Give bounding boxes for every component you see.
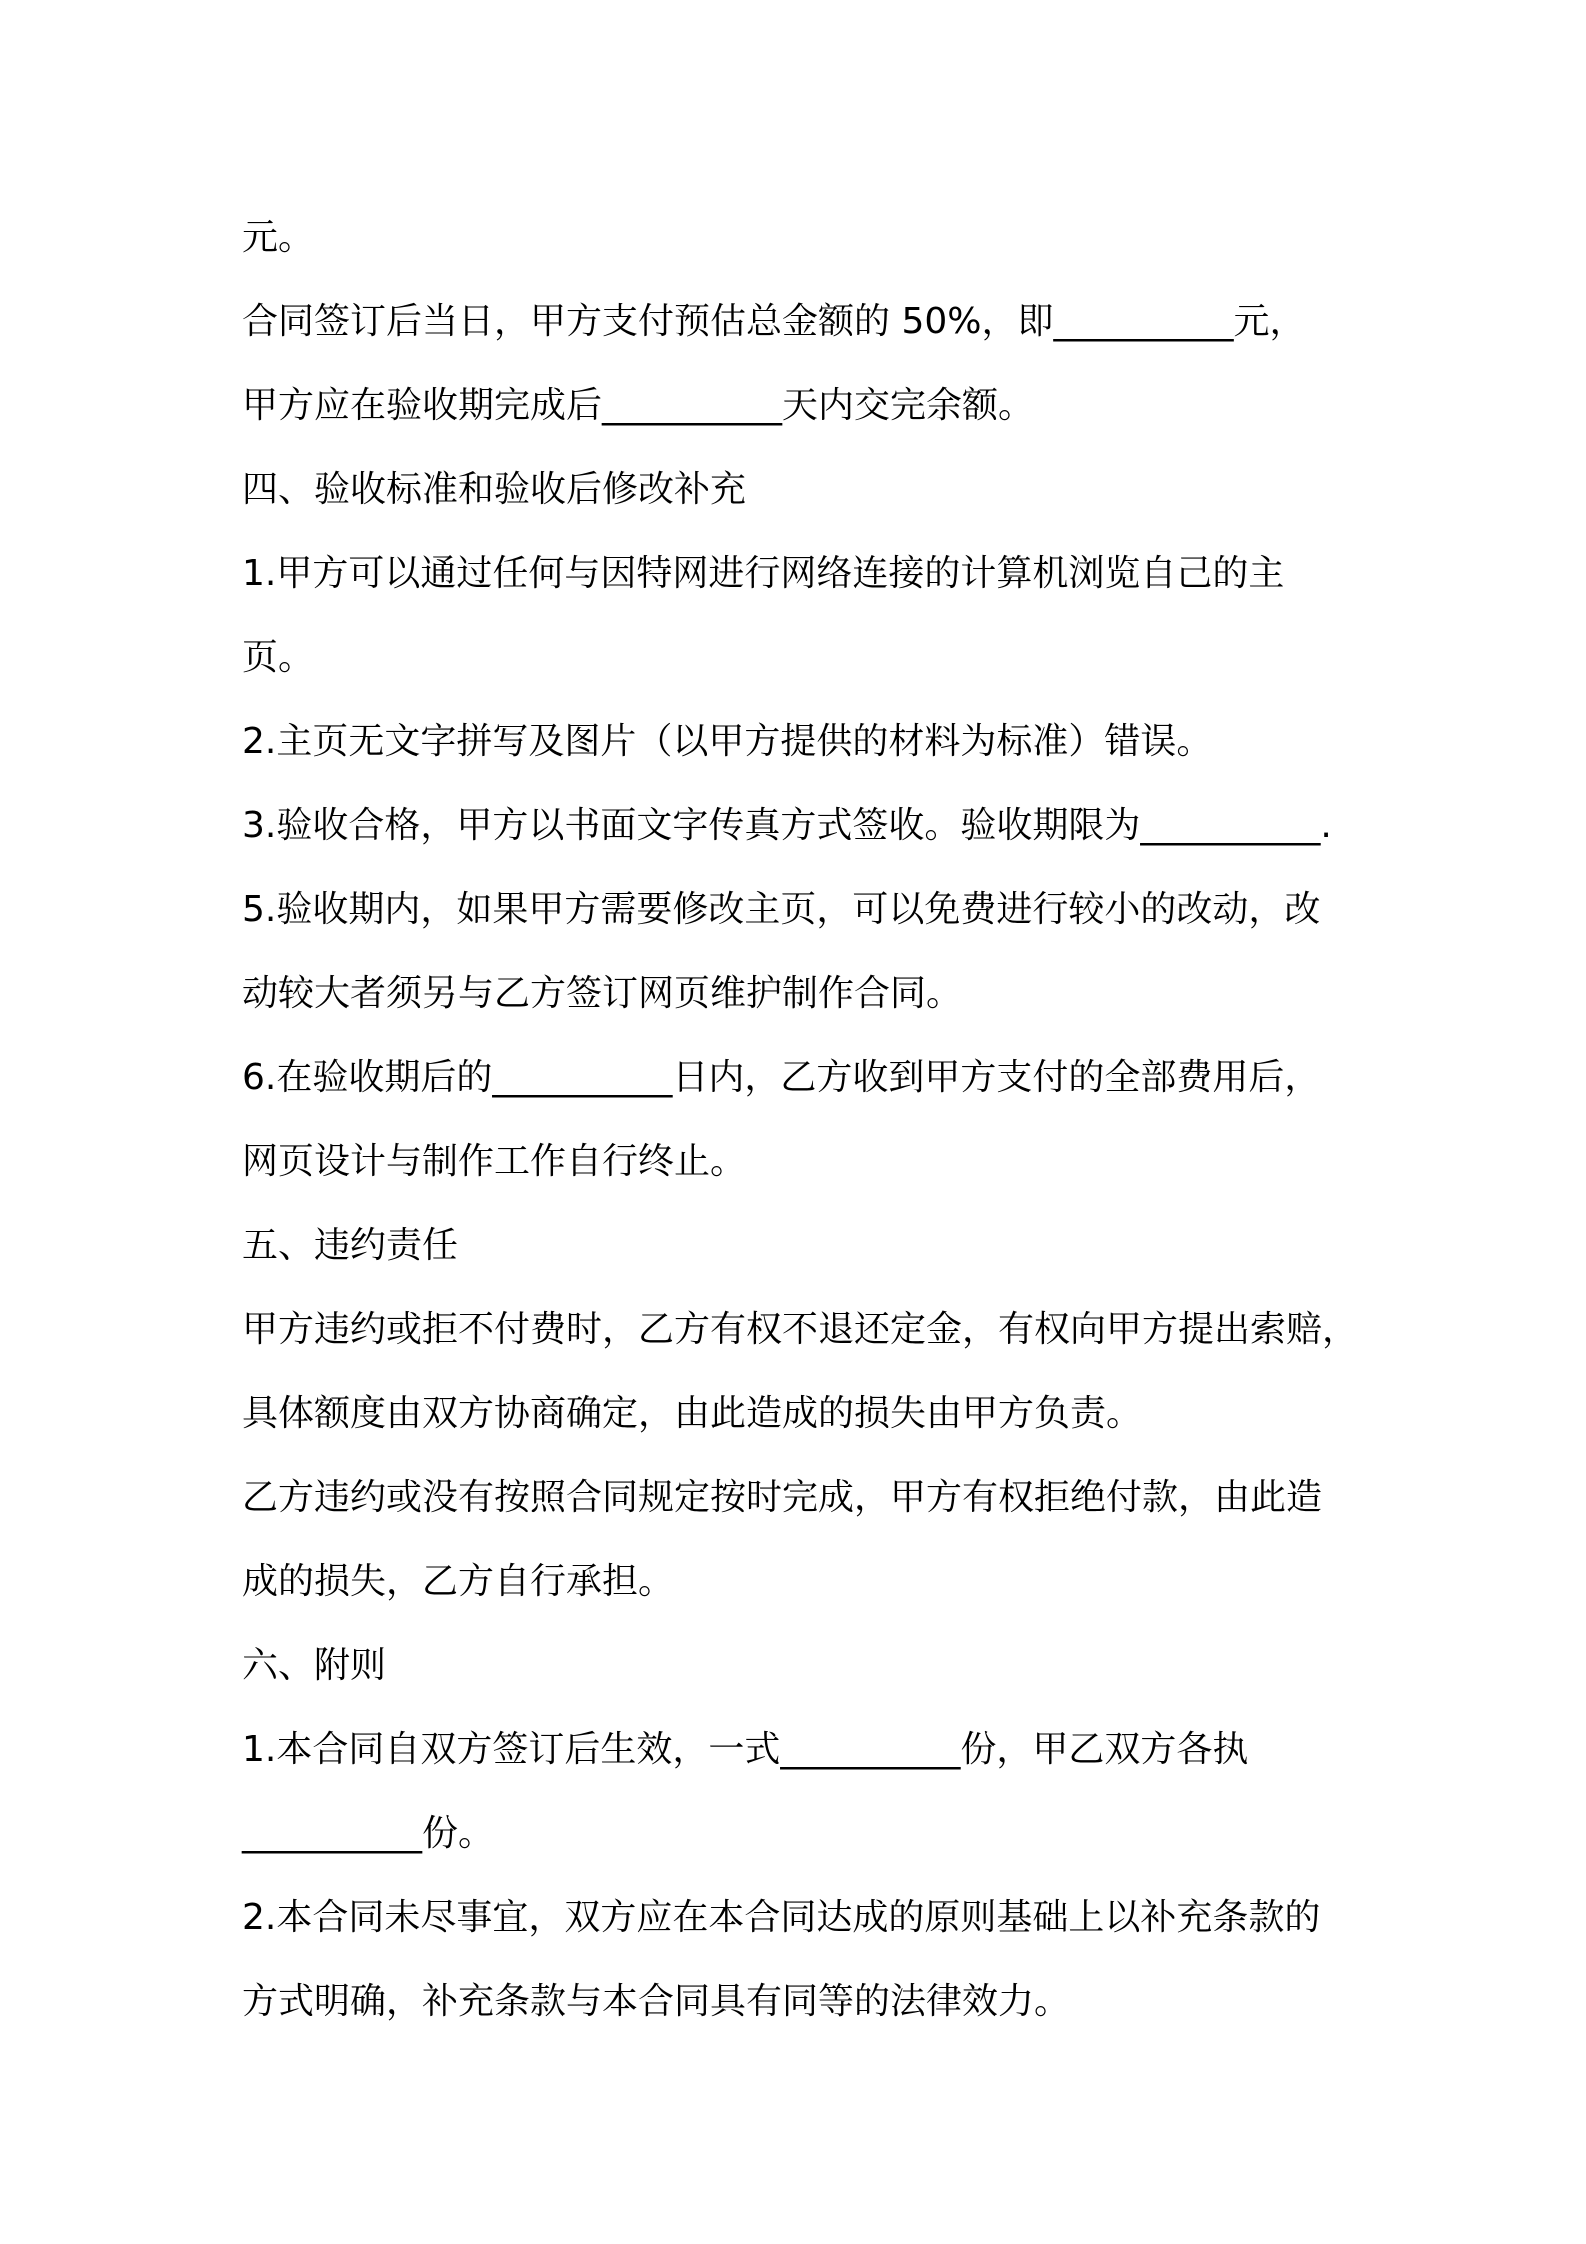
text-line: 乙方违约或没有按照合同规定按时完成，甲方有权拒绝付款，由此造 — [242, 1477, 1323, 1518]
text-line: 甲方违约或拒不付费时，乙方有权不退还定金，有权向甲方提出索赔， — [242, 1309, 1359, 1350]
text-line: 甲方应在验收期完成后__________天内交完余额。 — [242, 385, 1035, 426]
text-line: 网页设计与制作工作自行终止。 — [242, 1141, 747, 1182]
text-line: 合同签订后当日，甲方支付预估总金额的 50%，即__________元， — [242, 301, 1306, 342]
text-line: 页。 — [242, 637, 315, 678]
text-line: 1.甲方可以通过任何与因特网进行网络连接的计算机浏览自己的主 — [242, 553, 1285, 594]
text-line: 元。 — [242, 217, 315, 258]
section-heading: 四、验收标准和验收后修改补充 — [242, 469, 747, 510]
text-line: 2.主页无文字拼写及图片（以甲方提供的材料为标准）错误。 — [242, 721, 1213, 762]
section-heading: 五、违约责任 — [242, 1225, 459, 1266]
text-line: 2.本合同未尽事宜，双方应在本合同达成的原则基础上以补充条款的 — [242, 1897, 1321, 1938]
document-body — [242, 196, 1362, 2044]
text-line: 动较大者须另与乙方签订网页维护制作合同。 — [242, 973, 963, 1014]
text-line: 3.验收合格，甲方以书面文字传真方式签收。验收期限为__________. — [242, 805, 1332, 846]
text-line: 1.本合同自双方签订后生效，一式__________份，甲乙双方各执 — [242, 1729, 1249, 1770]
section-heading: 六、附则 — [242, 1645, 387, 1686]
text-line: 5.验收期内，如果甲方需要修改主页，可以免费进行较小的改动，改 — [242, 889, 1321, 930]
text-line: 成的损失，乙方自行承担。 — [242, 1561, 675, 1602]
text-line: 6.在验收期后的__________日内，乙方收到甲方支付的全部费用后， — [242, 1057, 1321, 1098]
text-line: __________份。 — [242, 1813, 495, 1854]
text-line: 方式明确，补充条款与本合同具有同等的法律效力。 — [242, 1981, 1071, 2022]
text-line: 具体额度由双方协商确定，由此造成的损失由甲方负责。 — [242, 1393, 1143, 1434]
